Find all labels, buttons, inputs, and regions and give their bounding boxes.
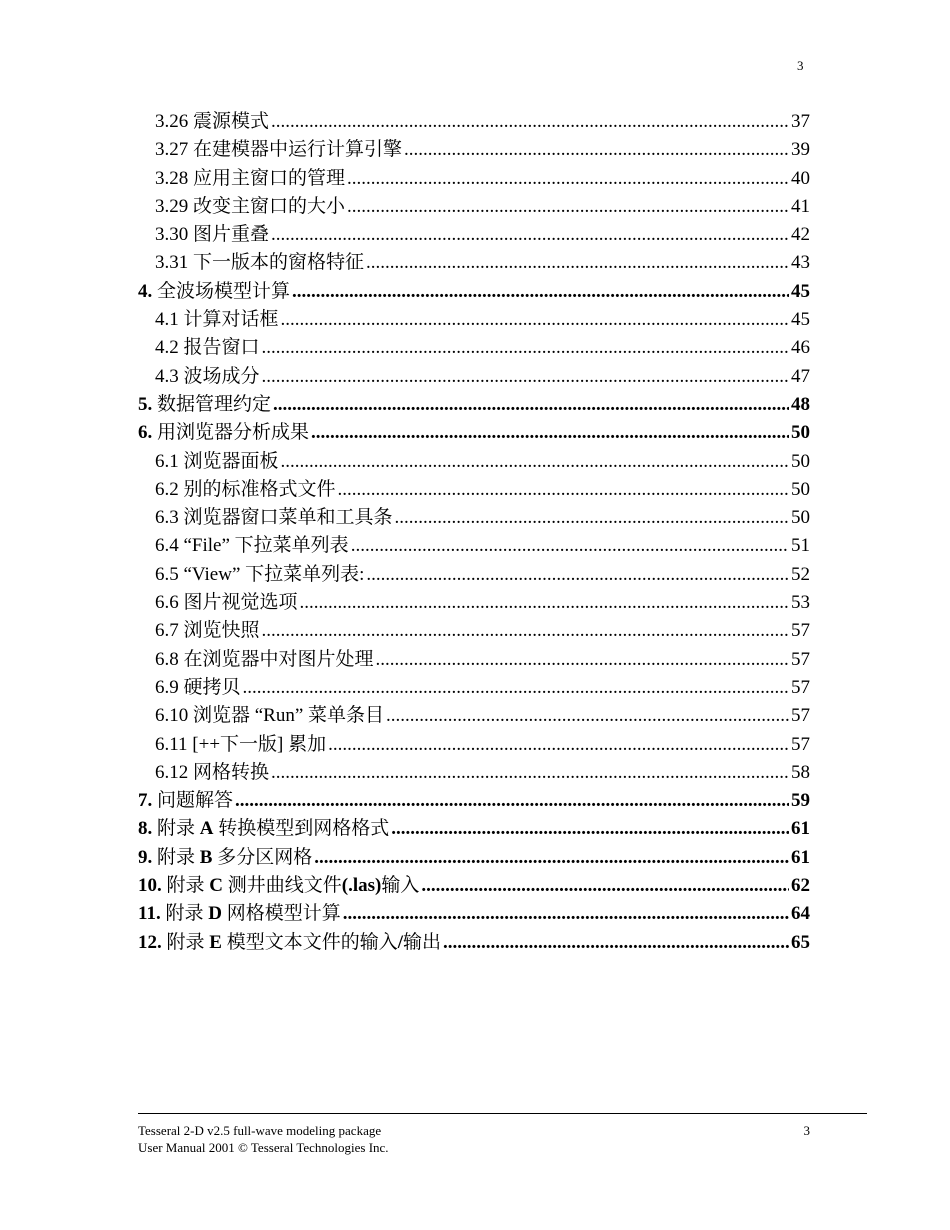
toc-chapter-page: 61: [791, 818, 810, 840]
toc-dot-leader: [376, 646, 789, 674]
toc-entry[interactable]: [138, 221, 810, 249]
toc-chapter-page: 45: [791, 280, 810, 302]
toc-entry-title: 图片重叠: [193, 224, 270, 246]
toc-entry[interactable]: [138, 193, 810, 221]
toc-chapter-title: 附录 E 模型文本文件的输入/输出: [166, 931, 442, 953]
toc-entry-title: 改变主窗口的大小: [193, 195, 346, 217]
toc-entry-number: 3.28: [155, 167, 189, 189]
toc-dot-leader: [343, 900, 789, 928]
toc-entry-page: 50: [791, 507, 810, 529]
toc-entry-page: 50: [791, 478, 810, 500]
toc-entry[interactable]: [138, 448, 810, 476]
toc-entry[interactable]: [138, 532, 810, 560]
toc-chapter-number: 10.: [138, 875, 162, 897]
toc-entry-title: 计算对话框: [183, 309, 279, 331]
toc-entry-title: 报告窗口: [183, 337, 260, 359]
toc-chapter-title: 用浏览器分析成果: [157, 422, 310, 444]
toc-chapter-number: 12.: [138, 931, 162, 953]
toc-dot-leader: [281, 448, 789, 476]
toc-chapter-page: 48: [791, 393, 810, 415]
toc-entry-number: 3.26: [155, 111, 189, 132]
toc-dot-leader: [328, 731, 789, 759]
toc-chapter[interactable]: [138, 872, 810, 900]
toc-entry-number: 4.2: [155, 337, 179, 359]
toc-entry-title: “View” 下拉菜单列表:: [183, 563, 365, 585]
toc-chapter-page: 61: [791, 846, 810, 868]
toc-chapter-number: 11.: [138, 903, 161, 925]
toc-entry-page: 53: [791, 592, 810, 614]
toc-entry[interactable]: [138, 561, 810, 589]
toc-chapter-number: 6.: [138, 422, 153, 444]
toc-entry-number: 3.31: [155, 252, 189, 274]
toc-dot-leader: [235, 787, 789, 815]
page-number-top: 3: [797, 58, 804, 73]
toc-entry-page: 46: [791, 337, 810, 359]
toc-dot-leader: [273, 391, 789, 419]
toc-chapter-page: 65: [791, 931, 810, 953]
toc-entry[interactable]: [138, 702, 810, 730]
toc-chapter-number: 7.: [138, 790, 153, 812]
toc-dot-leader: [366, 249, 789, 277]
toc-dot-leader: [311, 419, 789, 447]
toc-entry-number: 3.30: [155, 224, 189, 246]
toc-entry-title: 浏览器 “Run” 菜单条目: [193, 705, 385, 727]
toc-dot-leader: [262, 363, 789, 391]
toc-dot-leader: [271, 759, 789, 787]
toc-entry-number: 6.3: [155, 507, 179, 529]
toc-entry-page: 58: [791, 761, 810, 783]
toc-entry-page: 57: [791, 620, 810, 642]
toc-dot-leader: [338, 476, 789, 504]
toc-chapter-title: 数据管理约定: [157, 393, 272, 415]
toc-entry-page: 47: [791, 365, 810, 387]
toc-dot-leader: [262, 617, 789, 645]
toc-chapter[interactable]: [138, 900, 810, 928]
toc-dot-leader: [271, 108, 789, 136]
toc-entry-title: 别的标准格式文件: [183, 478, 336, 500]
footer-product: Tesseral 2-D v2.5 full-wave modeling package: [138, 1123, 382, 1138]
toc-entry-page: 42: [791, 224, 810, 246]
footer-page-number: 3: [803, 1123, 810, 1138]
toc-entry-title: 浏览器窗口菜单和工具条: [183, 507, 393, 529]
toc-chapter-number: 4.: [138, 280, 153, 302]
toc-entry-title: “File” 下拉菜单列表: [183, 535, 349, 557]
toc-chapter[interactable]: [138, 787, 810, 815]
toc-chapter-number: 8.: [138, 818, 153, 840]
footer-line-2: [138, 1139, 810, 1156]
toc-chapter-title: 附录 D 网格模型计算: [165, 903, 341, 925]
toc-entry-number: 6.1: [155, 450, 179, 472]
toc-chapter[interactable]: [138, 929, 810, 957]
toc-dot-leader: [292, 278, 789, 306]
toc-dot-leader: [404, 136, 789, 164]
toc-entry-page: 57: [791, 648, 810, 670]
toc-entry[interactable]: [138, 249, 810, 277]
toc-entry[interactable]: [138, 504, 810, 532]
toc-entry[interactable]: [138, 617, 810, 645]
toc-chapter-title: 问题解答: [157, 790, 234, 812]
toc-chapter[interactable]: [138, 391, 810, 419]
toc-entry-title: 下一版本的窗格特征: [193, 252, 365, 274]
toc-entry-title: 在浏览器中对图片处理: [183, 648, 374, 670]
toc-chapter[interactable]: [138, 844, 810, 872]
toc-entry-page: 37: [791, 111, 810, 132]
toc-chapter-number: 9.: [138, 846, 153, 868]
toc-entry[interactable]: [138, 306, 810, 334]
footer-divider: [138, 1113, 867, 1114]
toc-chapter[interactable]: [138, 815, 810, 843]
toc-entry[interactable]: [138, 165, 810, 193]
toc-entry[interactable]: [138, 674, 810, 702]
toc-entry-title: 硬拷贝: [183, 676, 241, 698]
toc-entry-page: 57: [791, 733, 810, 755]
toc-entry-page: 40: [791, 167, 810, 189]
toc-entry[interactable]: [138, 731, 810, 759]
toc-entry-number: 6.2: [155, 478, 179, 500]
toc-entry[interactable]: [138, 646, 810, 674]
toc-entry-title: [++下一版] 累加: [192, 733, 327, 755]
toc-entry-title: 震源模式: [193, 111, 270, 132]
toc-dot-leader: [243, 674, 789, 702]
toc-chapter-page: 50: [791, 422, 810, 444]
toc-chapter-number: 5.: [138, 393, 153, 415]
toc-chapter-title: 附录 B 多分区网格: [157, 846, 313, 868]
toc-entry[interactable]: [138, 363, 810, 391]
toc-entry[interactable]: [138, 476, 810, 504]
toc-entry-number: 6.10: [155, 705, 189, 727]
toc-entry[interactable]: [138, 136, 810, 164]
toc-entry-page: 39: [791, 139, 810, 161]
toc-entry-title: 在建模器中运行计算引擎: [193, 139, 403, 161]
toc-entry-number: 6.8: [155, 648, 179, 670]
toc-dot-leader: [395, 504, 789, 532]
toc-dot-leader: [300, 589, 789, 617]
toc-entry-page: 43: [791, 252, 810, 274]
toc-entry-number: 3.29: [155, 195, 189, 217]
toc-dot-leader: [386, 702, 789, 730]
toc-entry-title: 网格转换: [193, 761, 270, 783]
toc-entry-title: 波场成分: [183, 365, 260, 387]
toc-dot-leader: [366, 561, 789, 589]
toc-chapter-page: 59: [791, 790, 810, 812]
toc-chapter-title: 附录 C 测井曲线文件(.las)输入: [166, 875, 420, 897]
toc-entry-page: 57: [791, 705, 810, 727]
toc-chapter[interactable]: [138, 419, 810, 447]
toc-entry-number: 6.4: [155, 535, 179, 557]
toc-dot-leader: [347, 193, 789, 221]
toc-dot-leader: [347, 165, 789, 193]
toc-entry-title: 浏览器面板: [183, 450, 279, 472]
toc-entry[interactable]: [138, 759, 810, 787]
toc-entry[interactable]: [138, 589, 810, 617]
toc-entry[interactable]: [138, 334, 810, 362]
toc-entry[interactable]: [138, 108, 810, 136]
page-footer: [138, 1122, 810, 1156]
toc-entry-title: 应用主窗口的管理: [193, 167, 346, 189]
toc-dot-leader: [271, 221, 789, 249]
toc-entry-page: 41: [791, 195, 810, 217]
toc-entry-title: 图片视觉选项: [183, 592, 298, 614]
toc-entry-number: 6.12: [155, 761, 189, 783]
toc-entry-page: 57: [791, 676, 810, 698]
toc-entry-number: 4.3: [155, 365, 179, 387]
toc-chapter-title: 全波场模型计算: [157, 280, 291, 302]
toc-dot-leader: [443, 929, 789, 957]
footer-copyright: User Manual 2001 © Tesseral Technologies Inc.: [138, 1140, 389, 1155]
toc-entry-number: 6.7: [155, 620, 179, 642]
toc-chapter[interactable]: [138, 278, 810, 306]
toc-dot-leader: [421, 872, 789, 900]
toc-entry-number: 6.11: [155, 733, 188, 755]
toc-entry-page: 45: [791, 309, 810, 331]
table-of-contents: [138, 108, 810, 957]
toc-entry-number: 6.9: [155, 676, 179, 698]
toc-entry-number: 6.6: [155, 592, 179, 614]
toc-chapter-page: 64: [791, 903, 810, 925]
toc-entry-page: 50: [791, 450, 810, 472]
footer-line-1: [138, 1122, 810, 1139]
toc-dot-leader: [391, 815, 789, 843]
toc-entry-page: 52: [791, 563, 810, 585]
toc-chapter-title: 附录 A 转换模型到网格格式: [157, 818, 390, 840]
toc-dot-leader: [262, 334, 789, 362]
toc-dot-leader: [281, 306, 789, 334]
toc-dot-leader: [351, 532, 789, 560]
toc-dot-leader: [314, 844, 789, 872]
toc-chapter-page: 62: [791, 875, 810, 897]
toc-entry-page: 51: [791, 535, 810, 557]
toc-entry-number: 3.27: [155, 139, 189, 161]
toc-entry-number: 6.5: [155, 563, 179, 585]
toc-entry-number: 4.1: [155, 309, 179, 331]
toc-entry-title: 浏览快照: [183, 620, 260, 642]
